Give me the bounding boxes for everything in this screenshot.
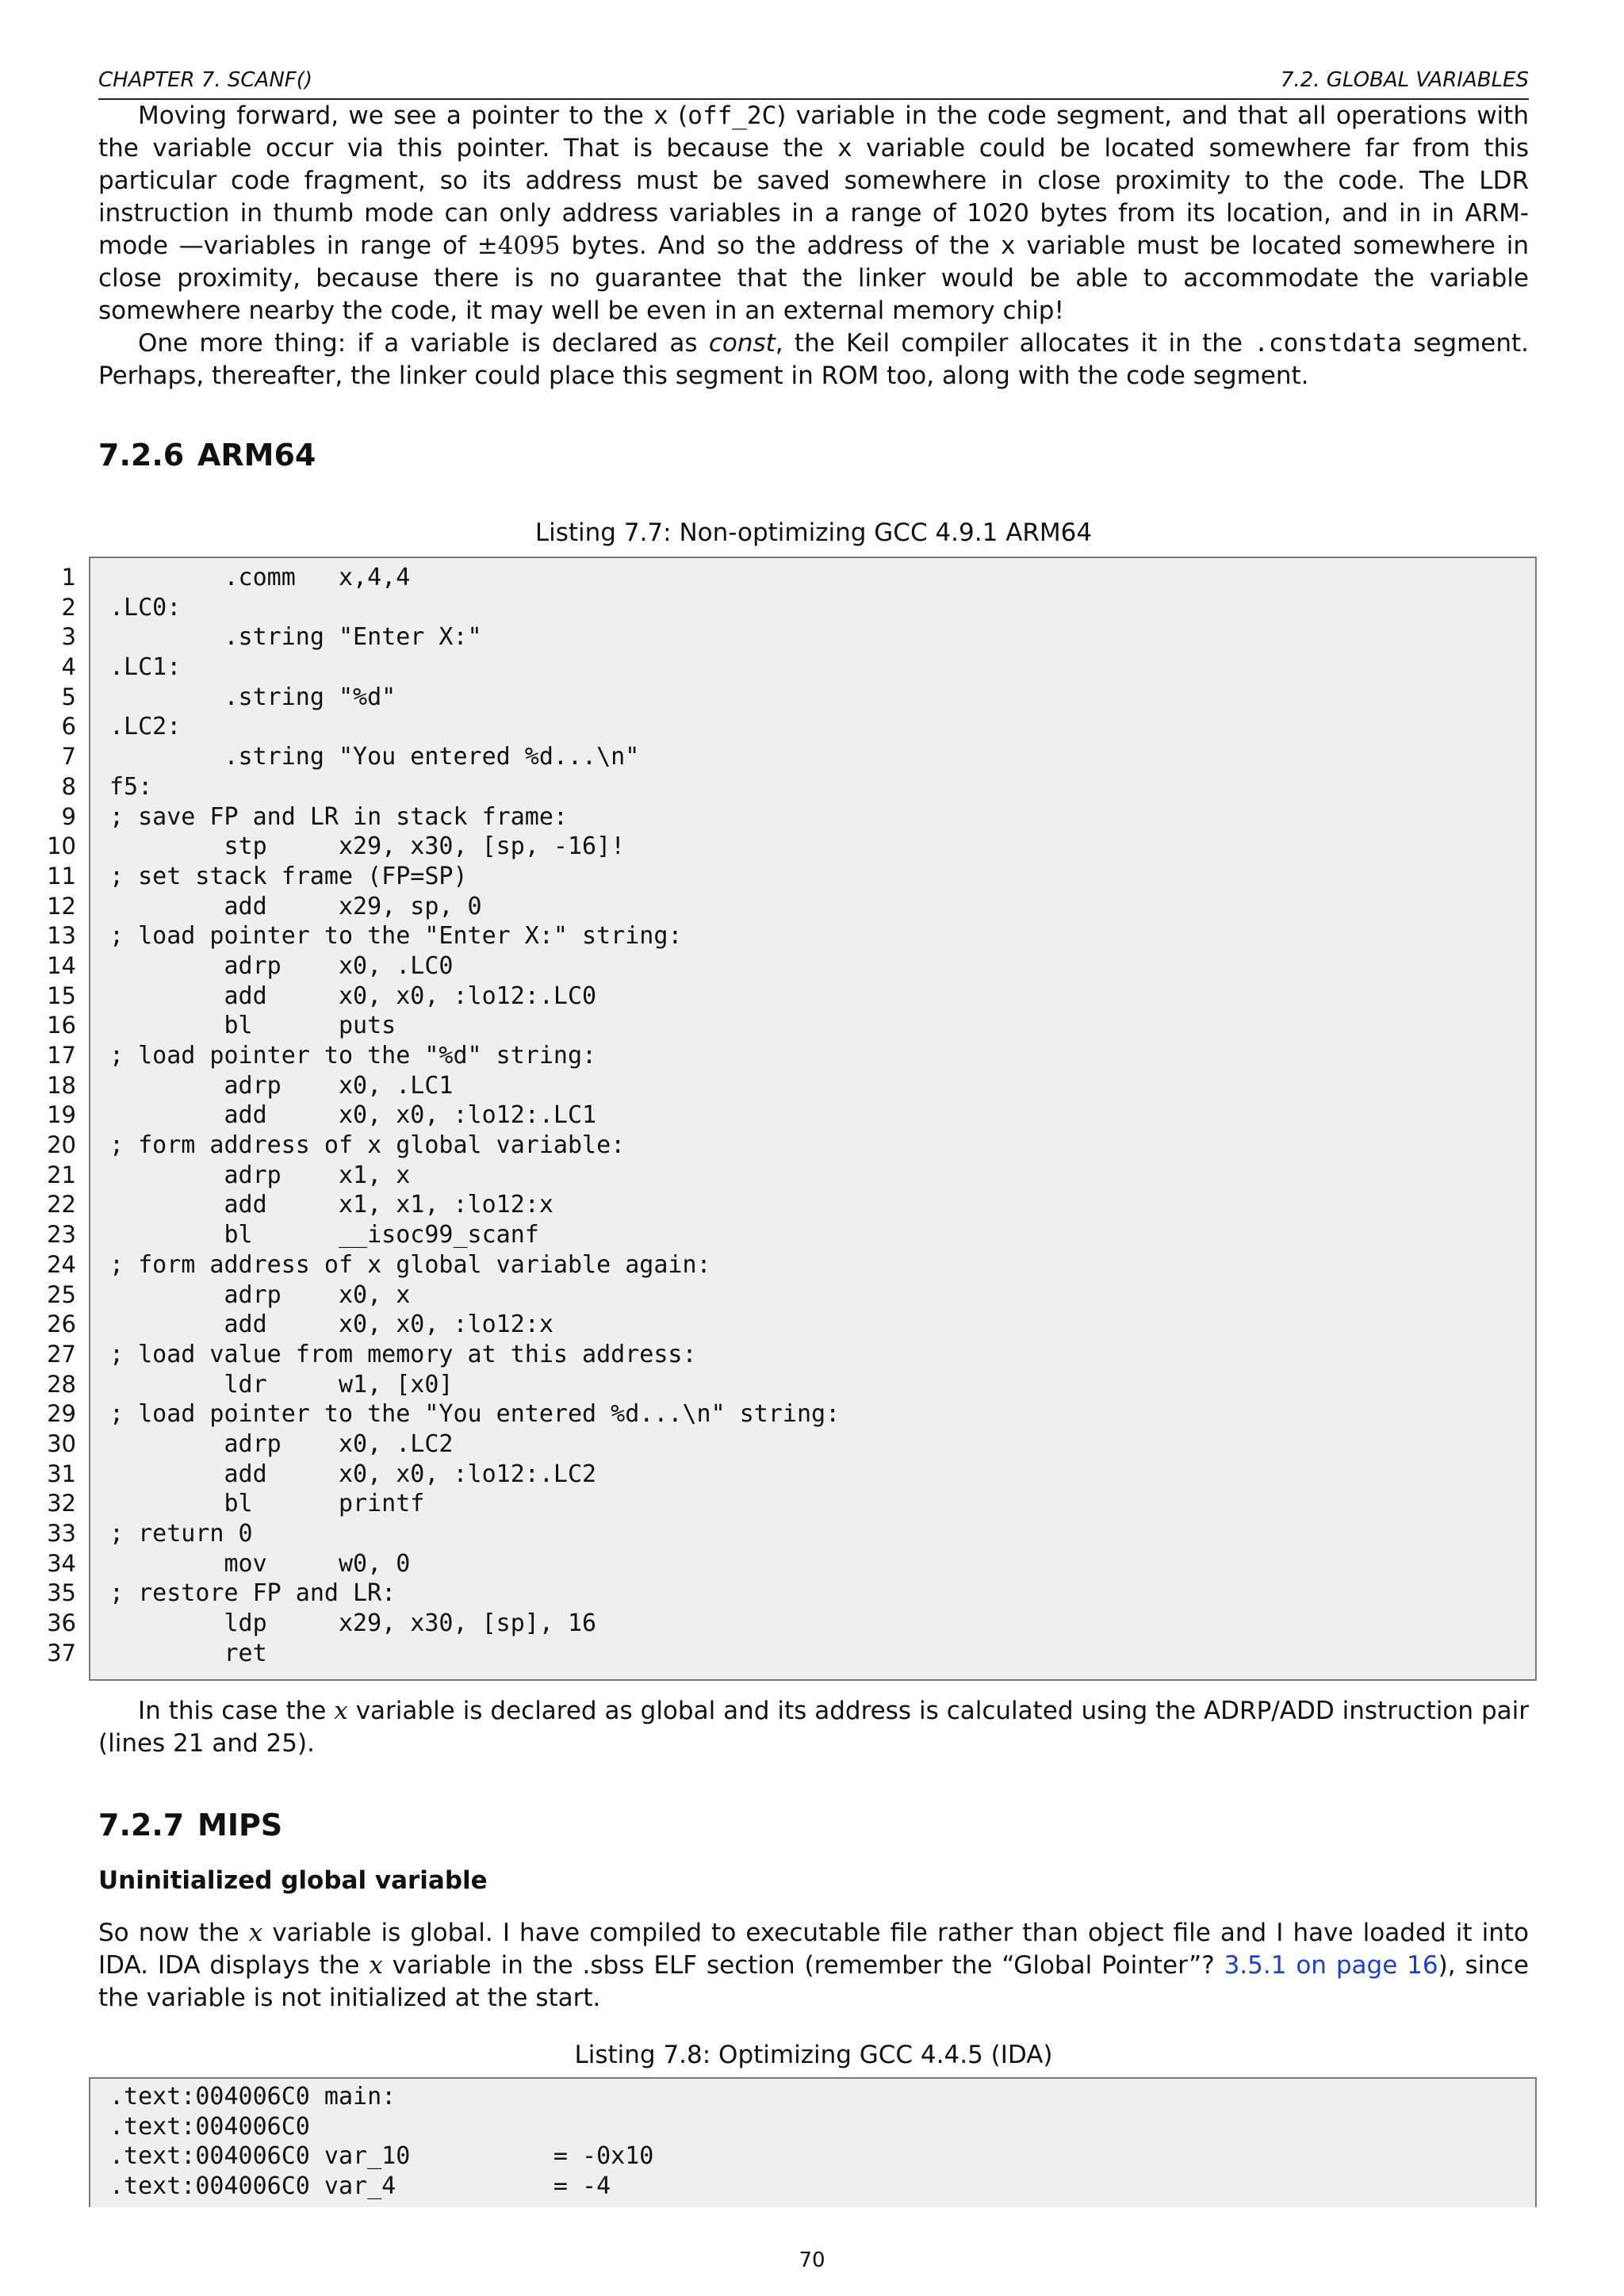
line-number: 37 [47,1639,76,1667]
code-text: ; load pointer to the "%d" string: [109,1042,597,1070]
line-number: 6 [61,713,76,740]
listing-caption: Listing 7.7: Non-optimizing GCC 4.9.1 ARM64 [534,519,1093,547]
code-text: ; save FP and LR in stack frame: [109,802,568,831]
code-text: bl printf [109,1490,425,1518]
code-text: add x0, x0, :lo12:x [109,1311,553,1339]
line-number: 19 [47,1101,76,1129]
code-text: .text:004006C0 main: [109,2083,396,2110]
line-number: 35 [47,1579,76,1607]
code-line [100,2141,1535,2172]
math-x: x [248,1919,263,1947]
code-line [47,1161,1535,1191]
line-number: 31 [47,1460,76,1487]
line-number: 34 [47,1549,76,1577]
code-text: ldp x29, x30, [sp], 16 [109,1609,597,1638]
code-line [61,563,1535,593]
line-number: 3 [61,623,76,651]
code-listing-ida [89,2077,1537,2207]
code-text: ; set stack frame (FP=SP) [109,862,468,890]
page-number: 70 [799,2248,825,2272]
code-line [47,1011,1535,1041]
math-x: x [369,1951,383,1980]
line-number: 13 [47,922,76,950]
line-number: 12 [47,892,76,920]
code-text: adrp x0, .LC0 [109,951,454,980]
code-text: .LC1: [109,653,182,682]
code-line [47,1250,1535,1280]
code-text: add x1, x1, :lo12:x [109,1191,553,1219]
line-number: 22 [47,1191,76,1219]
inline-code-x: x [653,101,668,130]
code-line [61,802,1535,832]
code-text: ; load pointer to the "You entered %d...\n" string: [109,1400,841,1429]
code-text: .text:004006C0 var_4 = -4 [109,2172,611,2201]
line-number: 27 [47,1340,76,1368]
code-line [47,1489,1535,1519]
code-text: bl puts [109,1012,396,1040]
line-number: 21 [47,1161,76,1188]
code-line [100,2172,1535,2202]
code-text: ; form address of x global variable: [109,1131,626,1160]
code-line [47,921,1535,951]
line-number: 4 [61,653,76,681]
code-line [47,982,1535,1012]
code-line [47,1340,1535,1370]
paragraph-adrp-add: In this case the x variable is declared as global and its address is calculated using the ADRP/ADD instruction pair (lines 21 and 25). [98,1697,1529,1758]
code-line [100,2082,1535,2112]
code-line [61,772,1535,802]
code-line [47,1071,1535,1101]
line-number: 25 [47,1280,76,1308]
line-number: 28 [47,1370,76,1398]
code-line [47,951,1535,982]
math-x: x [334,1697,348,1725]
line-number: 1 [61,564,76,591]
line-number: 26 [47,1311,76,1338]
code-text: adrp x1, x [109,1161,411,1189]
code-line [47,1578,1535,1609]
inline-code-off2c: off_2C [688,101,777,130]
line-number: 14 [47,951,76,979]
code-line [100,2112,1535,2142]
code-line [47,862,1535,892]
line-number: 15 [47,982,76,1009]
code-line [47,1639,1535,1669]
code-line [47,1549,1535,1579]
line-number: 2 [61,593,76,621]
inline-code-x: x [1000,232,1016,260]
code-line [47,1280,1535,1311]
code-body-ida [100,2082,1535,2202]
code-text: adrp x0, .LC1 [109,1071,454,1100]
code-line [47,1609,1535,1639]
code-line [47,1370,1535,1400]
code-listing-arm64 [47,557,1537,1681]
line-number: 23 [47,1221,76,1249]
code-text: .LC2: [109,713,182,741]
line-number: 7 [61,743,76,771]
line-number: 10 [47,832,76,860]
listing-caption-ida: Listing 7.8: Optimizing GCC 4.4.5 (IDA) [574,2041,1053,2069]
code-text: bl __isoc99_scanf [109,1221,539,1249]
code-text: add x0, x0, :lo12:.LC2 [109,1460,597,1488]
inline-code-x: x [837,134,852,163]
line-number: 32 [47,1490,76,1517]
code-line [47,1041,1535,1071]
line-number: 36 [47,1609,76,1637]
code-text: adrp x0, x [109,1280,411,1309]
code-text: ; load value from memory at this address: [109,1340,697,1368]
line-number: 29 [47,1400,76,1428]
code-line [47,1519,1535,1549]
code-text: adrp x0, .LC2 [109,1429,454,1458]
line-number: 30 [47,1429,76,1457]
code-line [61,683,1535,713]
paragraph-const: One more thing: if a variable is declared as const, the Keil compiler allocates it in the .constdata segment. Perhaps, thereafter, the linker could place this segment in ROM too, along with the code segment. [98,329,1529,390]
header-chapter: CHAPTER 7. SCANF() [98,68,313,92]
code-line [47,1100,1535,1131]
code-line [61,622,1535,652]
paragraph-uninitialized: So now the x variable is global. I have compiled to executable file rather than object file and I have loaded it into IDA. IDA displays the x variable in the .sbss ELF section (remember the “Global Pointer”? 3.5.1 on page 16), since the variable is not initialized at the start. [98,1919,1529,2012]
code-line [47,832,1535,862]
header-section: 7.2. GLOBAL VARIABLES [1280,68,1529,92]
line-number: 33 [47,1520,76,1547]
code-text: ; restore FP and LR: [109,1579,396,1608]
code-text: ; load pointer to the "Enter X:" string: [109,922,683,951]
code-line [47,1131,1535,1161]
code-line [47,1460,1535,1490]
code-line [61,742,1535,772]
line-number: 8 [61,772,76,800]
line-number: 16 [47,1012,76,1039]
line-number: 11 [47,862,76,890]
code-text: .comm x,4,4 [109,564,411,591]
code-text: add x0, x0, :lo12:.LC1 [109,1101,597,1130]
code-text: mov w0, 0 [109,1549,411,1578]
code-line [47,1220,1535,1250]
line-number: 20 [47,1131,76,1159]
math-range: ±4095 [477,232,561,260]
subsection-heading: Uninitialized global variable [98,1866,488,1895]
code-text: add x0, x0, :lo12:.LC0 [109,982,597,1010]
code-body [47,563,1535,1668]
code-text: .string "You entered %d...\n" [109,743,640,771]
line-number: 9 [61,802,76,830]
code-text: .string "%d" [109,683,396,711]
code-text: .LC0: [109,593,182,622]
code-text: ; return 0 [109,1520,253,1548]
section-heading-arm64: 7.2.6 ARM64 [98,438,316,473]
line-number: 24 [47,1250,76,1278]
line-number: 17 [47,1042,76,1069]
paragraph-pointer-explanation: Moving forward, we see a pointer to the x (off_2C) variable in the code segment, and that all operations with the variable occur via this pointer. That is because the x variable could be located somewhere far from this particular code fragment, so its address must be saved somewhere in close proximity to the code. The LDR instruction in thumb mode can only address variables in a range of 1020 bytes from its location, and in in ARM-mode —variables in range of ±4095 bytes. And so the address of the x variable must be located somewhere in close proximity, because there is no guarantee that the linker would be able to accommodate the variable somewhere nearby the code, it may well be even in an external memory chip! [98,101,1529,325]
running-header [98,63,1529,100]
code-text: add x29, sp, 0 [109,892,482,920]
code-text: f5: [109,772,153,801]
cross-reference-link[interactable]: 3.5.1 on page 16 [1224,1951,1438,1980]
code-line [47,1190,1535,1220]
code-text: ; form address of x global variable again: [109,1250,711,1279]
code-line [47,1429,1535,1460]
emphasis-const: const [708,329,776,358]
code-text: ldr w1, [x0] [109,1370,454,1399]
code-line [47,1310,1535,1340]
code-line [47,892,1535,922]
code-text: .text:004006C0 var_10 = -0x10 [109,2142,654,2171]
code-line [61,712,1535,742]
section-heading-mips: 7.2.7 MIPS [98,1808,283,1843]
code-line [61,652,1535,683]
line-number: 5 [61,683,76,710]
code-text: ret [109,1639,267,1667]
line-number: 18 [47,1071,76,1099]
code-text: .text:004006C0 [109,2112,310,2141]
code-text: stp x29, x30, [sp, -16]! [109,832,626,861]
code-line [47,1399,1535,1429]
code-text: .string "Enter X:" [109,623,482,652]
inline-code-constdata: .constdata [1254,329,1402,358]
code-line [61,593,1535,623]
